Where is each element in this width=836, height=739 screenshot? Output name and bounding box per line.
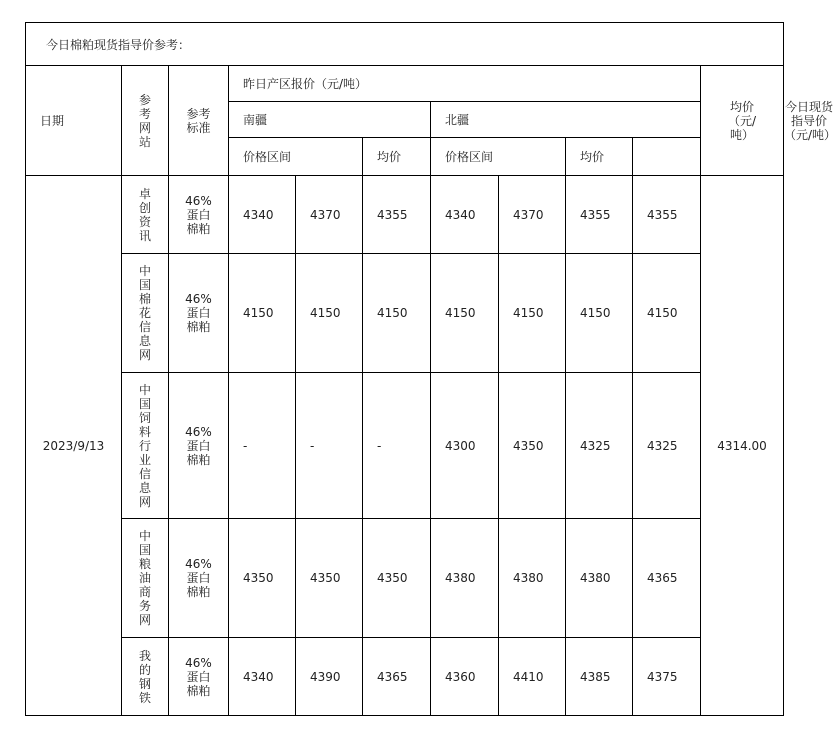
south-low-cell: - [229,373,296,519]
north-high-cell: 4150 [499,254,566,373]
north-high-cell: 4370 [499,176,566,254]
south-high-cell: 4350 [296,519,363,638]
north-low-cell: 4340 [431,176,499,254]
table-row [26,176,784,254]
avg-cell: 4355 [633,176,701,254]
north-range-header: 价格区间 [431,138,566,176]
south-low-cell: 4340 [229,176,296,254]
avg-cell: 4375 [633,638,701,716]
today-price-cell: 4314.00 [701,176,784,716]
south-avg-header: 均价 [363,138,431,176]
price-table: 今日棉粕现货指导价参考： 日期 参考网站 参考标准 昨日产区报价（元/吨） 均价（元/吨） 今日现货指导价（元/吨） 南疆 北疆 价格区间 均价 价格区间 均价 2023/9/13 卓创资讯 46%蛋白棉粕 4340 4370 4355 4340 4370 4355 4355 4314.00 中国棉花信息网 46%蛋白棉粕 4150 4150 4150 4150 4150 4150 4150 中国饲料行业信息网 46%蛋白棉粕 - - - 4300 4350 4325 4325 中国粮油商务网 46%蛋白棉粕 4350 4350 4350 4380 4380 4380 4365 我的钢铁 46%蛋白棉粕 4340 4390 4365 4360 4410 4385 4375 [25,22,784,716]
avg-cell: 4325 [633,373,701,519]
date-header: 日期 [26,66,122,176]
yesterday-header: 昨日产区报价（元/吨） [229,66,701,102]
south-avg-cell: 4355 [363,176,431,254]
site-header: 参考网站 [122,66,169,176]
table-title: 今日棉粕现货指导价参考： [26,23,784,66]
north-low-cell: 4360 [431,638,499,716]
south-low-cell: 4340 [229,638,296,716]
north-low-cell: 4300 [431,373,499,519]
south-high-cell: - [296,373,363,519]
north-high-cell: 4380 [499,519,566,638]
north-low-cell: 4380 [431,519,499,638]
north-avg-cell: 4380 [566,519,633,638]
south-avg-cell: - [363,373,431,519]
north-avg-cell: 4150 [566,254,633,373]
south-avg-cell: 4350 [363,519,431,638]
standard-cell: 46%蛋白棉粕 [169,176,229,254]
table-row [26,373,784,519]
standard-cell: 46%蛋白棉粕 [169,254,229,373]
avg-cell: 4150 [633,254,701,373]
avg-total-header: 均价（元/吨） [701,66,784,176]
south-high-cell: 4370 [296,176,363,254]
site-cell: 中国粮油商务网 [122,519,169,638]
table-row [26,519,784,638]
north-avg-cell: 4355 [566,176,633,254]
standard-header: 参考标准 [169,66,229,176]
table-row [26,254,784,373]
south-low-cell: 4350 [229,519,296,638]
site-cell: 我的钢铁 [122,638,169,716]
south-high-cell: 4150 [296,254,363,373]
date-cell: 2023/9/13 [26,176,122,716]
north-header: 北疆 [431,102,701,138]
south-high-cell: 4390 [296,638,363,716]
avg-cell: 4365 [633,519,701,638]
table-row [26,638,784,716]
site-cell: 卓创资讯 [122,176,169,254]
south-low-cell: 4150 [229,254,296,373]
south-avg-cell: 4150 [363,254,431,373]
standard-cell: 46%蛋白棉粕 [169,373,229,519]
south-avg-cell: 4365 [363,638,431,716]
north-high-cell: 4350 [499,373,566,519]
north-avg-header: 均价 [566,138,633,176]
south-header: 南疆 [229,102,431,138]
north-high-cell: 4410 [499,638,566,716]
south-range-header: 价格区间 [229,138,363,176]
site-cell: 中国饲料行业信息网 [122,373,169,519]
north-low-cell: 4150 [431,254,499,373]
site-cell: 中国棉花信息网 [122,254,169,373]
north-avg-cell: 4325 [566,373,633,519]
north-avg-cell: 4385 [566,638,633,716]
standard-cell: 46%蛋白棉粕 [169,519,229,638]
standard-cell: 46%蛋白棉粕 [169,638,229,716]
